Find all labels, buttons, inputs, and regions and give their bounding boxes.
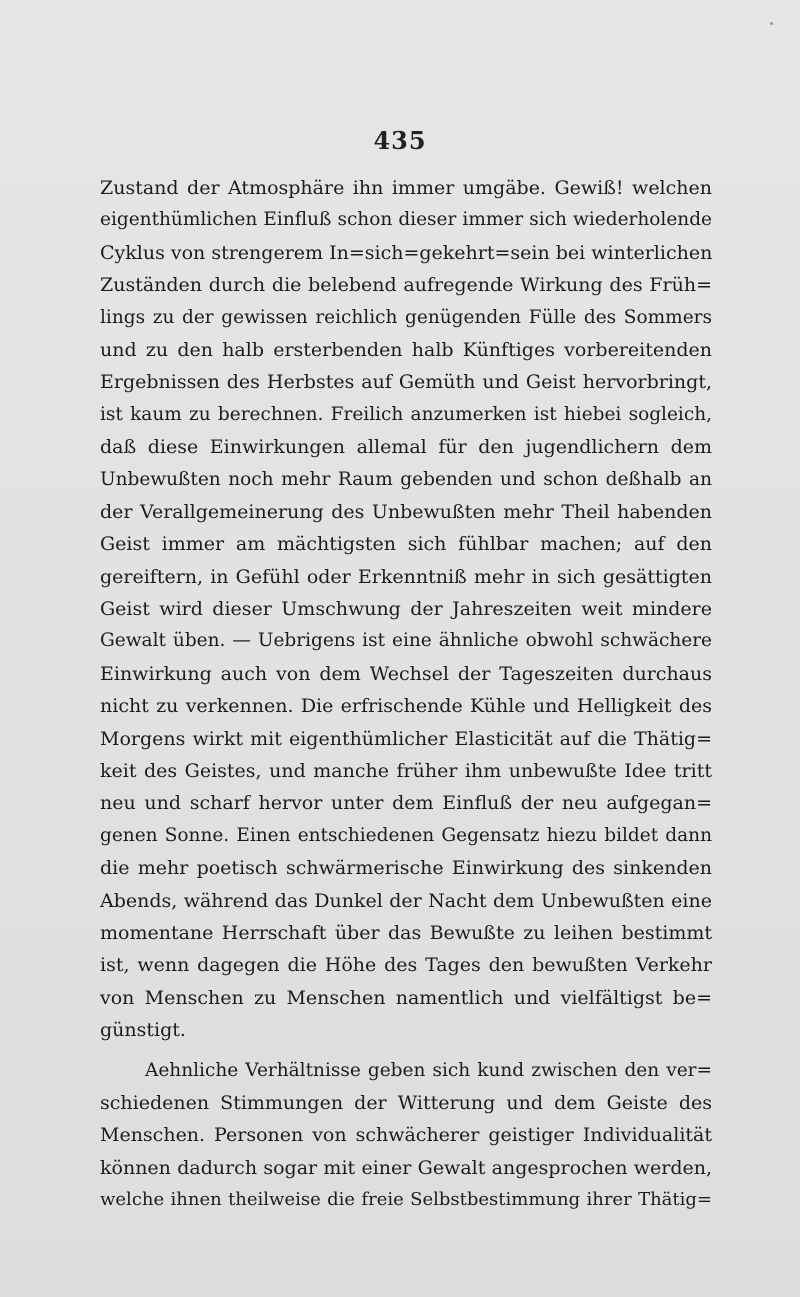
paragraph (100, 172, 712, 1047)
text-line: Morgens wirkt mit eigenthümlicher Elasticität auf die Thätig= (100, 727, 712, 750)
text-line: ist, wenn dagegen die Höhe des Tages den bewußten Verkehr (100, 954, 712, 977)
text-line: genen Sonne. Einen entschiedenen Gegensatz hiezu bildet dann (100, 824, 712, 846)
text-line: Ergebnissen des Herbstes auf Gemüth und Geist hervorbringt, (100, 371, 712, 394)
text-line: Abends, während das Dunkel der Nacht dem Unbewußten eine (100, 889, 712, 912)
text-line: gereiftern, in Gefühl oder Erkenntniß mehr in sich gesättigten (100, 565, 712, 588)
text-line: welche ihnen theilweise die freie Selbstbestimmung ihrer Thätig= (100, 1189, 712, 1211)
paragraph-gap (100, 1047, 712, 1055)
text-line: Geist wird dieser Umschwung der Jahreszeiten weit mindere (100, 598, 712, 621)
text-line: können dadurch sogar mit einer Gewalt angesprochen werden, (100, 1156, 712, 1179)
text-line: Zustand der Atmosphäre ihn immer umgäbe. Gewiß! welchen (100, 177, 712, 199)
text-line: Geist immer am mächtigsten sich fühlbar machen; auf den (100, 533, 712, 556)
paper-speck (770, 22, 773, 25)
body-text (100, 172, 712, 1217)
text-line: Aehnliche Verhältnisse geben sich kund zwischen den ver= (145, 1059, 712, 1081)
text-line: die mehr poetisch schwärmerische Einwirkung des sinkenden (100, 857, 712, 880)
text-line: keit des Geistes, und manche früher ihm unbewußte Idee tritt (100, 760, 712, 783)
text-line: daß diese Einwirkungen allemal für den jugendlichern dem (100, 436, 712, 459)
text-line: Unbewußten noch mehr Raum gebenden und schon deßhalb an (100, 468, 712, 490)
text-line: Zuständen durch die belebend aufregende Wirkung des Früh= (100, 274, 712, 297)
text-line: schiedenen Stimmungen der Witterung und dem Geiste des (100, 1091, 712, 1114)
text-line: Einwirkung auch von dem Wechsel der Tageszeiten durchaus (100, 662, 712, 685)
text-line: und zu den halb ersterbenden halb Künftiges vorbereitenden (100, 338, 712, 361)
text-line: eigenthümlichen Einfluß schon dieser immer sich wiederholende (100, 209, 712, 231)
text-line: neu und scharf hervor unter dem Einfluß der neu aufgegan= (100, 792, 712, 815)
text-line: momentane Herrschaft über das Bewußte zu leihen bestimmt (100, 921, 712, 944)
page-number: 435 (373, 126, 427, 155)
paragraph (100, 1055, 712, 1217)
text-line: von Menschen zu Menschen namentlich und vielfältigst be= (100, 986, 712, 1009)
text-line: nicht zu verkennen. Die erfrischende Kühle und Helligkeit des (100, 695, 712, 718)
text-line: lings zu der gewissen reichlich genügenden Fülle des Sommers (100, 306, 712, 328)
text-line: Cyklus von strengerem In=sich=gekehrt=sein bei winterlichen (100, 241, 712, 264)
text-line: Menschen. Personen von schwächerer geistiger Individualität (100, 1124, 712, 1147)
text-line: ist kaum zu berechnen. Freilich anzumerken ist hiebei sogleich, (100, 403, 712, 425)
text-line: der Verallgemeinerung des Unbewußten mehr Theil habenden (100, 500, 712, 523)
text-line: günstigt. (100, 1019, 186, 1042)
text-line: Gewalt üben. — Uebrigens ist eine ähnliche obwohl schwächere (100, 630, 712, 652)
